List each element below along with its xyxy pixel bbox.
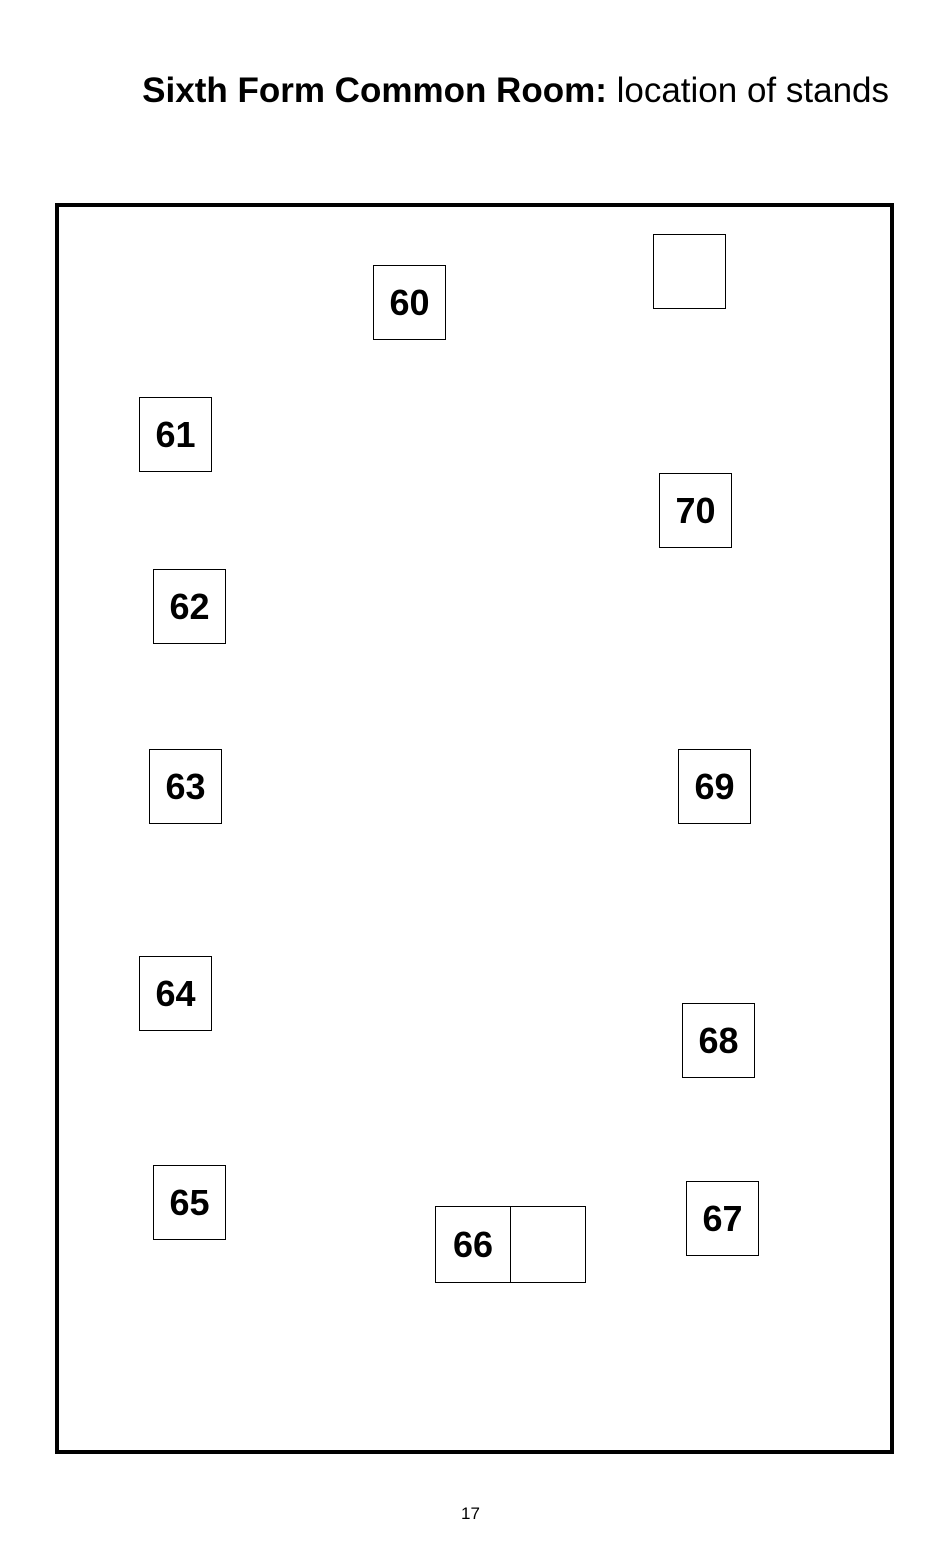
- stand-61: 61: [139, 397, 212, 472]
- page-title: [142, 68, 889, 114]
- stand-63: 63: [149, 749, 222, 824]
- stand-66-adjacent: [510, 1206, 586, 1283]
- stand-66: 66: [435, 1206, 511, 1283]
- page-number: 17: [461, 1504, 480, 1523]
- title-location: Sixth Form Common Room:: [142, 71, 607, 110]
- stand-67: 67: [686, 1181, 759, 1256]
- stand-62: 62: [153, 569, 226, 644]
- stand-69: 69: [678, 749, 751, 824]
- stand-64: 64: [139, 956, 212, 1031]
- stand-70: 70: [659, 473, 732, 548]
- stand-68: 68: [682, 1003, 755, 1078]
- title-subtitle: location of stands: [606, 71, 889, 110]
- stand-unlabeled-top: [653, 234, 726, 309]
- stand-60: 60: [373, 265, 446, 340]
- stand-65: 65: [153, 1165, 226, 1240]
